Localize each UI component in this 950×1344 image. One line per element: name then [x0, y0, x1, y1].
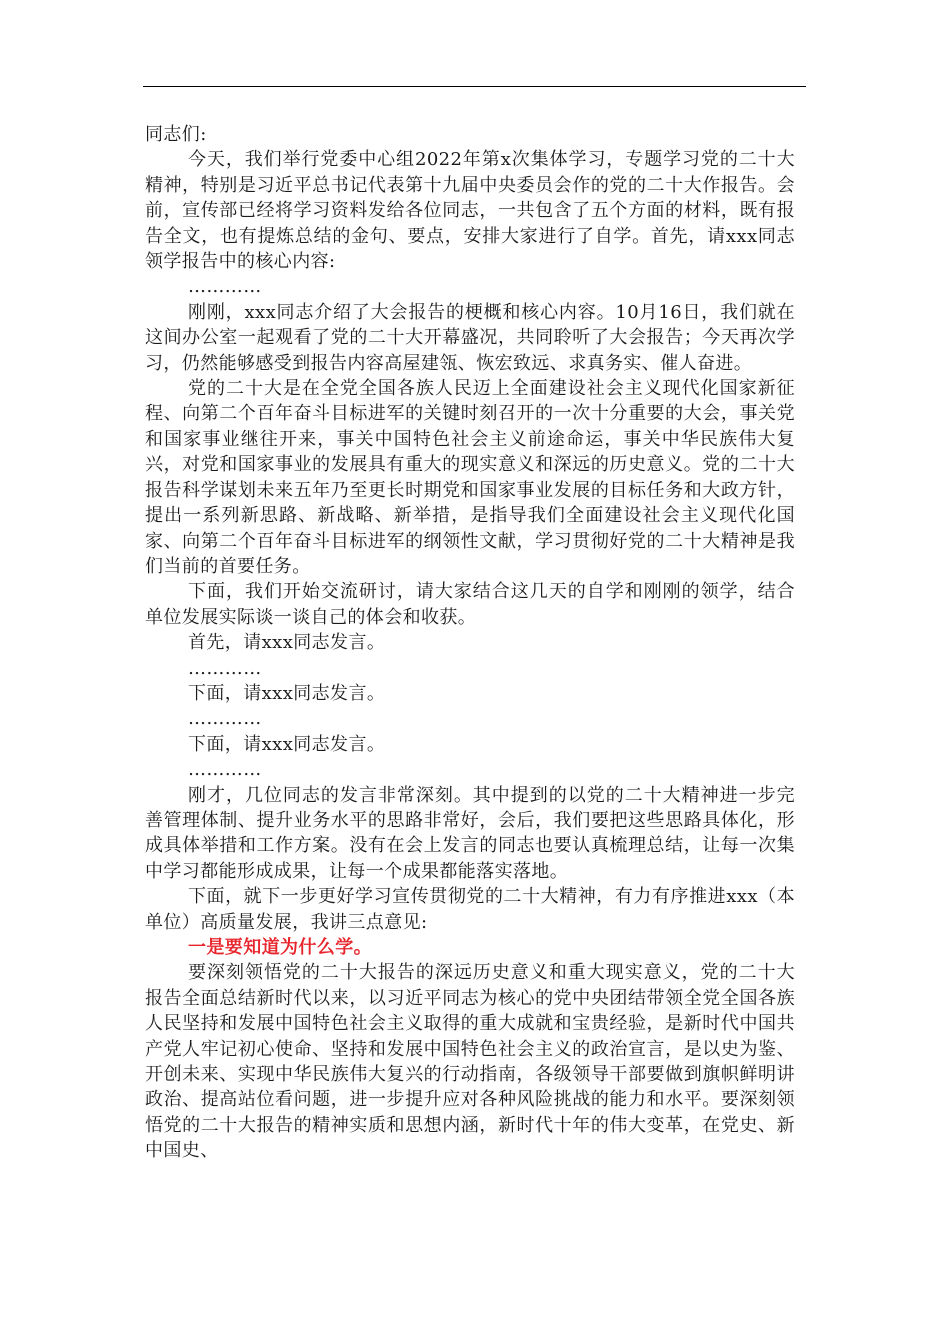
paragraph: 党的二十大是在全党全国各族人民迈上全面建设社会主义现代化国家新征程、向第二个百年奋斗目标进军的关键时刻召开的一次十分重要的大会，事关党和国家事业继往开来，事关中国特色社会主义前途命运，事关中华民族伟大复兴，对党和国家事业的发展具有重大的现实意义和深远的历史意义。党的二十大报告科学谋划未来五年乃至更长时期党和国家事业发展的目标任务和大政方针，提出一系列新思路、新战略、新举措，是指导我们全面建设社会主义现代化国家、向第二个百年奋斗目标进军的纲领性文献，学习贯彻好党的二十大精神是我们当前的首要任务。 [145, 378, 795, 577]
paragraph: 下面，就下一步更好学习宣传贯彻党的二十大精神，有力有序推进xxx（本单位）高质量发展，我讲三点意见: [145, 886, 795, 933]
paragraph: 下面，请xxx同志发言。 [188, 733, 386, 755]
paragraph: 刚才，几位同志的发言非常深刻。其中提到的以党的二十大精神进一步完善管理体制、提升业务水平的思路非常好，会后，我们要把这些思路具体化，形成具体举措和工作方案。没有在会上发言的同志也要认真梳理总结，让每一次集中学习都能形成成果，让每一个成果都能落实落地。 [145, 784, 795, 882]
paragraph: 今天，我们举行党委中心组2022年第x次集体学习，专题学习党的二十大精神，特别是习近平总书记代表第十九届中央委员会作的党的二十大作报告。会前，宣传部已经将学习资料发给各位同志，一共包含了五个方面的材料，既有报告全文，也有提炼总结的金句、要点，安排大家进行了自学。首先，请xxx同志领学报告中的核心内容: [145, 149, 795, 273]
paragraph: 下面，请xxx同志发言。 [188, 682, 386, 704]
ellipsis-line: ………… [188, 276, 262, 298]
paragraph: 要深刻领悟党的二十大报告的深远历史意义和重大现实意义，党的二十大报告全面总结新时代以来，以习近平同志为核心的党中央团结带领全党全国各族人民坚持和发展中国特色社会主义取得的重大成就和宝贵经验，是新时代中国共产党人牢记初心使命、坚持和发展中国特色社会主义的政治宣言，是以史为鉴、开创未来、实现中华民族伟大复兴的行动指南，各级领导干部要做到旗帜鲜明讲政治、提高站位看问题，进一步提升应对各种风险挑战的能力和水平。要深刻领悟党的二十大报告的精神实质和思想内涵，新时代十年的伟大变革，在党史、新中国史、 [145, 962, 795, 1162]
salutation: 同志们: [145, 124, 207, 145]
paragraph: 下面，我们开始交流研讨，请大家结合这几天的自学和刚刚的领学，结合单位发展实际谈一谈自己的体会和收获。 [145, 581, 795, 628]
ellipsis-line: ………… [188, 657, 262, 679]
paragraph: 首先，请xxx同志发言。 [188, 632, 386, 654]
ellipsis-line: ………… [188, 708, 262, 730]
header-rule [143, 86, 806, 87]
ellipsis-line: ………… [188, 759, 262, 781]
section-heading: 一是要知道为什么学。 [188, 937, 372, 958]
paragraph: 刚刚，xxx同志介绍了大会报告的梗概和核心内容。10月16日，我们就在这间办公室一起观看了党的二十大开幕盛况，共同聆听了大会报告；今天再次学习，仍然能够感受到报告内容高屋建瓴、恢宏致远、求真务实、催人奋进。 [145, 301, 795, 374]
document-body [145, 122, 795, 1164]
